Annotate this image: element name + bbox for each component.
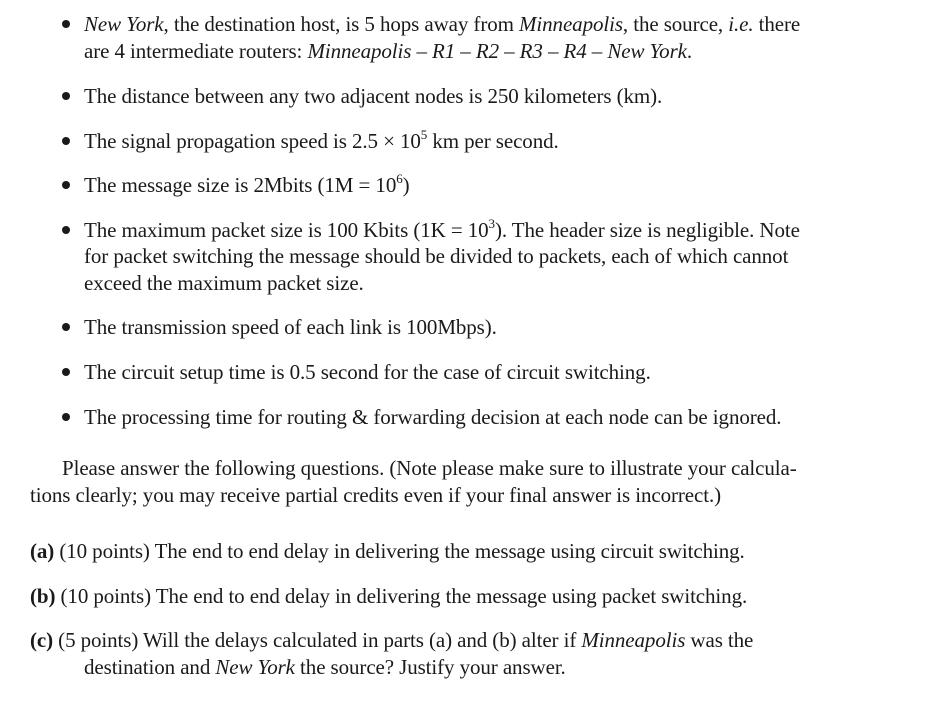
bullet-propagation-speed: The signal propagation speed is $2.5 \times 10^5$ km per second. (84, 127, 559, 153)
bullet-distance: The distance between any two adjacent nodes is 250 kilometers (km). (84, 84, 663, 108)
route-path: Minneapolis – R1 – R2 – R3 – R4 – New York (307, 39, 687, 63)
bullet-marker (62, 226, 70, 234)
bullet-transmission-speed: The transmission speed of each link is 100Mbps). (84, 315, 497, 339)
question-label: (a) (30, 539, 55, 563)
source-city: Minneapolis (519, 12, 623, 36)
destination-city: New York (84, 12, 164, 36)
question-c-line-2: destination and New York the source? Justify your answer. (84, 655, 566, 679)
bullet-packet-size-line-1: The maximum packet size is 100 Kbits $(1K = 10^3)$. The header size is negligible. Note (84, 216, 800, 242)
bullet-packet-size-line-3: exceed the maximum packet size. (84, 271, 364, 295)
question-label: (b) (30, 584, 56, 608)
bullet-packet-size-line-2: for packet switching the message should be divided to packets, each of which cannot (84, 244, 789, 268)
bullet-marker (62, 323, 70, 331)
question-label: (c) (30, 628, 54, 652)
bullet-1-line-2: are 4 intermediate routers: Minneapolis – R1 – R2 – R3 – R4 – New York. (84, 39, 693, 63)
instructions-line-1: Please answer the following questions. (Note please make sure to illustrate your calcula- (62, 456, 797, 480)
question-c-line-1: (c) (5 points) Will the delays calculated in parts (a) and (b) alter if Minneapolis was the (30, 628, 754, 652)
instructions-line-2: tions clearly; you may receive partial credits even if your final answer is incorrect.) (30, 483, 722, 507)
bullet-message-size: The message size is 2Mbits $(1M = 10^6)$ (84, 171, 410, 197)
question-b: (b) (10 points) The end to end delay in delivering the message using packet switching. (30, 584, 748, 608)
bullet-marker (62, 181, 70, 189)
bullet-processing-time: The processing time for routing & forwarding decision at each node can be ignored. (84, 405, 782, 429)
bullet-marker (62, 20, 70, 28)
bullet-circuit-setup: The circuit setup time is 0.5 second for the case of circuit switching. (84, 360, 651, 384)
bullet-1-line-1: New York, the destination host, is 5 hops away from Minneapolis, the source, i.e. there (84, 12, 801, 36)
bullet-marker (62, 92, 70, 100)
bullet-marker (62, 368, 70, 376)
question-a: (a) (10 points) The end to end delay in delivering the message using circuit switching. (30, 539, 745, 563)
bullet-marker (62, 413, 70, 421)
bullet-marker (62, 137, 70, 145)
